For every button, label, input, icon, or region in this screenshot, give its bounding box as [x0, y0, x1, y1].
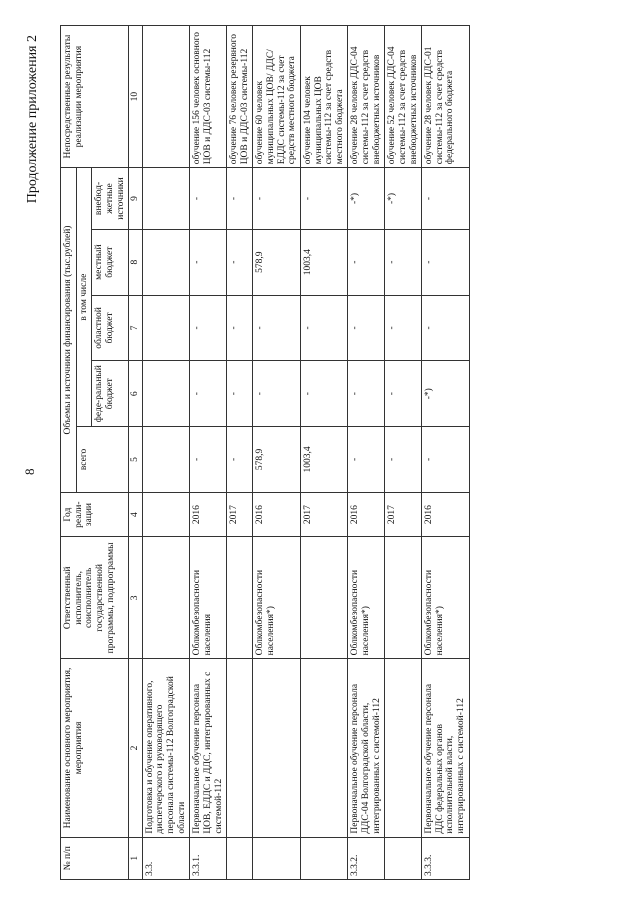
- cell-local: 578,9: [253, 229, 301, 295]
- cell-extra: -: [227, 168, 253, 230]
- cell-year: 2017: [227, 492, 253, 537]
- header-name: Наименование основного мероприятия, мероприятия: [61, 659, 129, 837]
- program-table: [60, 25, 470, 880]
- cell-total: 1003,4: [300, 427, 348, 493]
- cell-federal: -: [348, 361, 385, 427]
- cell-extra: -: [422, 168, 470, 230]
- cell-exec: [385, 537, 422, 659]
- cell-num: 3.3.1.: [190, 837, 227, 879]
- header-year: Год реали-зации: [61, 492, 129, 537]
- header-results: Непосредственные результаты реализации мероприятия: [61, 26, 129, 168]
- table-row: [142, 26, 190, 880]
- cell-year: 2016: [190, 492, 227, 537]
- cell-extra: -: [253, 168, 301, 230]
- col-number: 7: [129, 295, 143, 361]
- cell-regional: -: [385, 295, 422, 361]
- cell-year: 2017: [300, 492, 348, 537]
- header-federal: феде-ральный бюджет: [92, 361, 129, 427]
- cell-name: [385, 659, 422, 837]
- cell-regional: [142, 295, 190, 361]
- cell-result: обучение 28 человек ДДС-01 системы-112 за счет средств федерального бюджета: [422, 26, 470, 168]
- cell-name: [227, 659, 253, 837]
- table-row: [348, 26, 385, 880]
- header-extra: внебюд-жетные источники: [92, 168, 129, 230]
- cell-federal: -: [190, 361, 227, 427]
- cell-regional: -: [348, 295, 385, 361]
- cell-result: [142, 26, 190, 168]
- cell-federal: -: [300, 361, 348, 427]
- cell-local: -: [190, 229, 227, 295]
- cell-num: [300, 837, 348, 879]
- page-number: 8: [22, 468, 37, 475]
- header-finance: Объемы и источники финансирования (тыс.рублей): [61, 168, 77, 493]
- cell-year: 2017: [385, 492, 422, 537]
- cell-total: -: [422, 427, 470, 493]
- cell-regional: -: [253, 295, 301, 361]
- col-number: 2: [129, 659, 143, 837]
- col-number: 1: [129, 837, 143, 879]
- cell-exec: Облкомбезопасности населения*): [422, 537, 470, 659]
- cell-result: обучение 28 человек ДДС-04 системы-112 за счет средств внебюджетных источников: [348, 26, 385, 168]
- cell-name: [300, 659, 348, 837]
- cell-total: 578,9: [253, 427, 301, 493]
- col-number: 5: [129, 427, 143, 493]
- cell-year: 2016: [253, 492, 301, 537]
- cell-regional: -: [422, 295, 470, 361]
- cell-local: -: [422, 229, 470, 295]
- col-number: 3: [129, 537, 143, 659]
- cell-federal: -: [385, 361, 422, 427]
- cell-exec: [300, 537, 348, 659]
- continuation-title: Продолжение приложения 2: [25, 35, 40, 204]
- cell-extra: -: [300, 168, 348, 230]
- col-number: 9: [129, 168, 143, 230]
- cell-regional: -: [227, 295, 253, 361]
- cell-name: Первоначальное обучение персонала ДДС федеральных органов исполнительной власти, интегрированных с системой-112: [422, 659, 470, 837]
- col-number: 4: [129, 492, 143, 537]
- cell-exec: [142, 537, 190, 659]
- header-total: всего: [76, 427, 129, 493]
- cell-num: [385, 837, 422, 879]
- cell-result: обучение 156 человек основного ЦОВ и ДДС-03 системы-112: [190, 26, 227, 168]
- cell-local: -: [348, 229, 385, 295]
- header-local: местный бюджет: [92, 229, 129, 295]
- cell-federal: -: [253, 361, 301, 427]
- cell-extra: [142, 168, 190, 230]
- cell-name: [253, 659, 301, 837]
- cell-total: -: [227, 427, 253, 493]
- cell-local: -: [385, 229, 422, 295]
- cell-regional: -: [190, 295, 227, 361]
- cell-federal: -*): [422, 361, 470, 427]
- table-row: [253, 26, 301, 880]
- cell-exec: Облкомбезопасности населения: [190, 537, 227, 659]
- cell-exec: [227, 537, 253, 659]
- col-number: 6: [129, 361, 143, 427]
- cell-extra: -: [190, 168, 227, 230]
- table-row: [422, 26, 470, 880]
- header-regional: областной бюджет: [92, 295, 129, 361]
- col-number: 10: [129, 26, 143, 168]
- header-num: № п/п: [61, 837, 129, 879]
- header-incl: в том числе: [76, 168, 92, 427]
- cell-result: обучение 104 человек муниципальных ЦОВ системы-112 за счет средств местного бюджета: [300, 26, 348, 168]
- header-exec: Ответственный исполнитель, соисполнитель государственной программы, подпрограммы: [61, 537, 129, 659]
- cell-year: 2016: [422, 492, 470, 537]
- cell-extra: -*): [385, 168, 422, 230]
- cell-result: обучение 52 человек ДДС-04 системы-112 за счет средств внебюджетных источников: [385, 26, 422, 168]
- cell-num: 3.3.2.: [348, 837, 385, 879]
- cell-exec: Облкомбезопасности населения*): [348, 537, 385, 659]
- cell-extra: -*): [348, 168, 385, 230]
- cell-total: [142, 427, 190, 493]
- cell-num: 3.3.3.: [422, 837, 470, 879]
- cell-year: [142, 492, 190, 537]
- cell-regional: -: [300, 295, 348, 361]
- cell-federal: [142, 361, 190, 427]
- cell-year: 2016: [348, 492, 385, 537]
- cell-num: [253, 837, 301, 879]
- cell-federal: -: [227, 361, 253, 427]
- table-body: [142, 26, 469, 880]
- cell-local: -: [227, 229, 253, 295]
- cell-name: Подготовка и обучение оперативного, диспетчерского и руководящего персонала системы-112 Волгоградской области: [142, 659, 190, 837]
- cell-local: [142, 229, 190, 295]
- cell-num: 3.3.: [142, 837, 190, 879]
- cell-name: Первоначальное обучение персонала ЦОВ, ЕДДС и ДДС, интегрированных с системой-112: [190, 659, 227, 837]
- table-row: [190, 26, 227, 880]
- cell-local: 1003,4: [300, 229, 348, 295]
- table-row: [227, 26, 253, 880]
- cell-result: обучение 60 человек муниципальных ЦОВ/ ДДС/ЕДДС системы-112 за счет средств местного бюджета: [253, 26, 301, 168]
- cell-result: обучение 76 человек резервного ЦОВ и ДДС-03 системы-112: [227, 26, 253, 168]
- cell-num: [227, 837, 253, 879]
- col-number: 8: [129, 229, 143, 295]
- table-row: [385, 26, 422, 880]
- cell-total: -: [385, 427, 422, 493]
- cell-exec: Облкомбезопасности населения*): [253, 537, 301, 659]
- cell-total: -: [348, 427, 385, 493]
- table-row: [300, 26, 348, 880]
- cell-total: -: [190, 427, 227, 493]
- cell-name: Первоначальное обучение персонала ДДС-04 Волгоградской области, интегрированных с системой-112: [348, 659, 385, 837]
